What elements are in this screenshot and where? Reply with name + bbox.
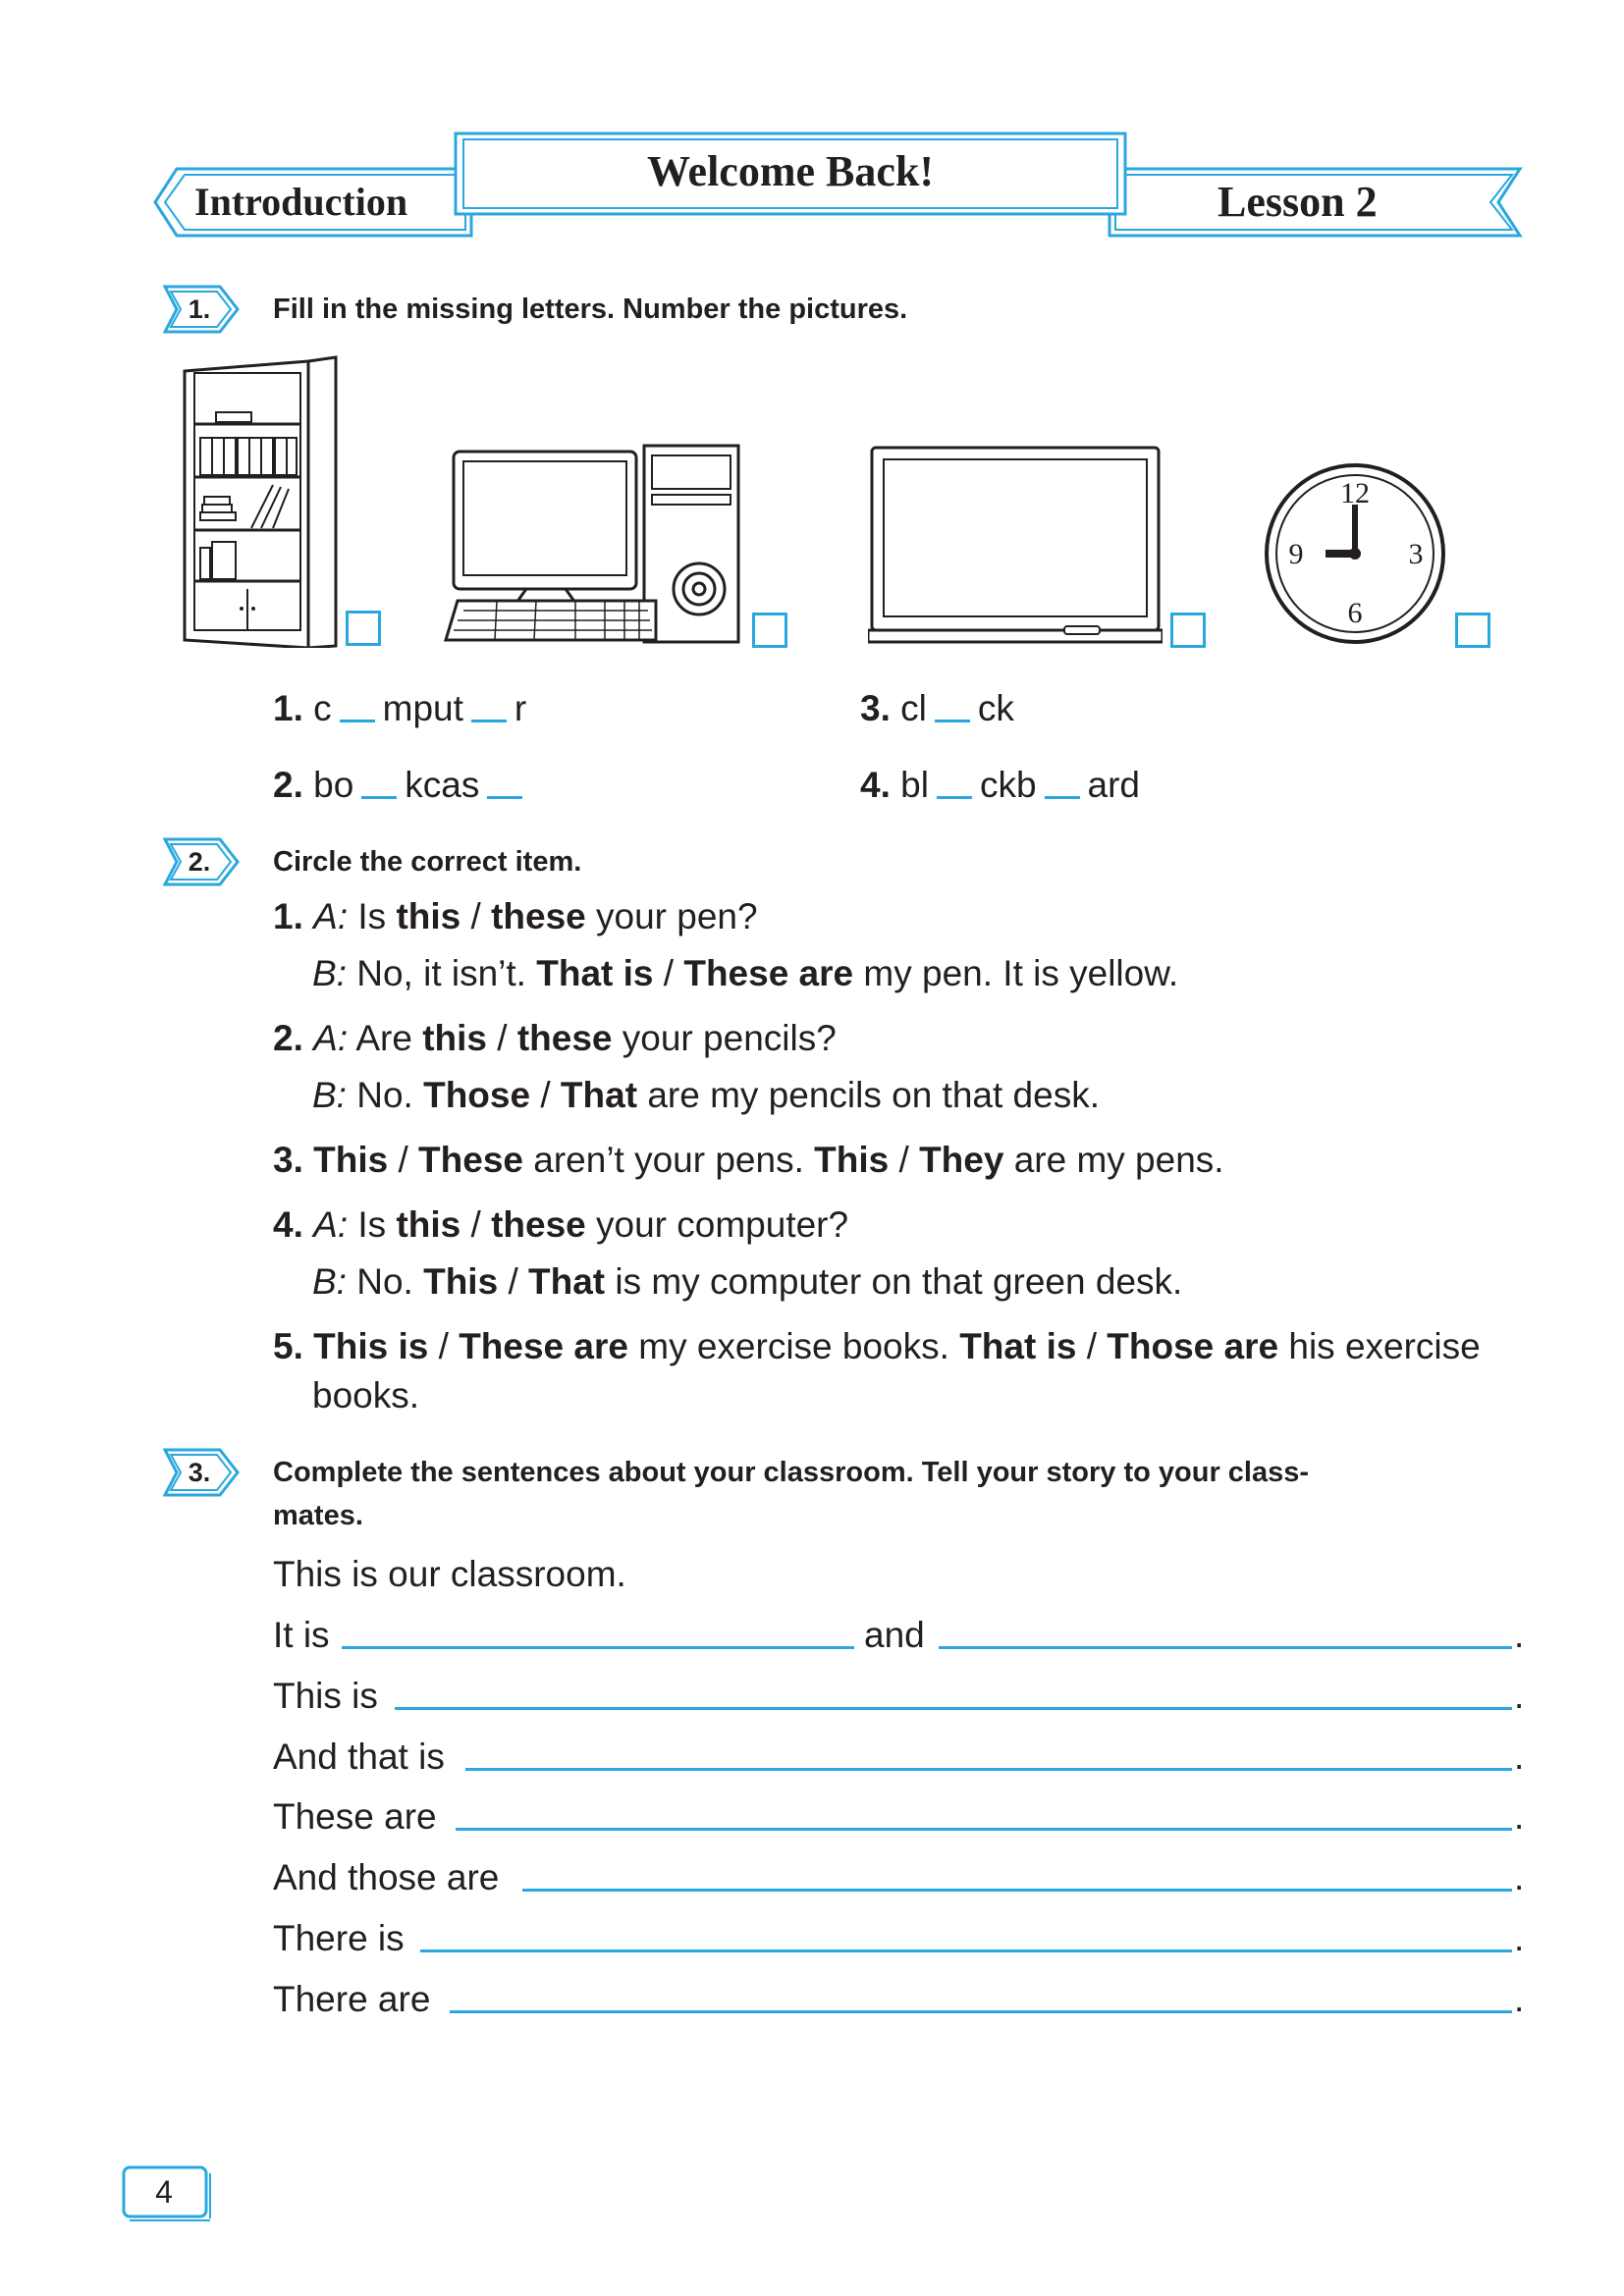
choice-option[interactable]: these bbox=[516, 1018, 613, 1058]
word-part: r bbox=[514, 688, 527, 728]
choice-option[interactable]: They bbox=[919, 1140, 1004, 1180]
prompt-and-those-are: And those are bbox=[273, 1857, 500, 1897]
sentence-2a: 2. A: Are this / these your pencils? bbox=[273, 1018, 837, 1058]
prompt-there-are: There are bbox=[273, 1979, 431, 2019]
choice-option[interactable]: This bbox=[423, 1261, 499, 1302]
choice-option[interactable]: this bbox=[422, 1018, 487, 1058]
page-number-box bbox=[122, 2165, 212, 2220]
sentence-5: 5. This is / These are my exercise books. That is / Those are his exercise bbox=[273, 1326, 1481, 1366]
answer-line[interactable] bbox=[522, 1889, 1512, 1892]
word-item-3 bbox=[860, 687, 1014, 730]
letter-blank[interactable] bbox=[487, 796, 522, 799]
prompt-it-is: It is bbox=[273, 1615, 330, 1655]
word-part: cl bbox=[900, 688, 927, 728]
choice-option[interactable]: Those are bbox=[1107, 1326, 1279, 1366]
word-item-2 bbox=[273, 764, 530, 807]
letter-blank[interactable] bbox=[937, 796, 972, 799]
bookcase-picture bbox=[183, 355, 340, 648]
exercise-2-badge bbox=[163, 837, 234, 886]
prompt-this-is: This is bbox=[273, 1676, 378, 1716]
blackboard-number-box[interactable] bbox=[1170, 613, 1206, 648]
exercise-1-badge bbox=[163, 285, 234, 334]
choice-option[interactable]: That is bbox=[536, 953, 654, 993]
answer-line[interactable] bbox=[342, 1646, 854, 1649]
sentence-3: 3. This / These aren’t your pens. This / They are my pens. bbox=[273, 1140, 1224, 1180]
exercise-3-instruction-line2: mates. bbox=[273, 1500, 363, 1531]
letter-blank[interactable] bbox=[361, 796, 397, 799]
word-part: ck bbox=[977, 688, 1014, 728]
section-label: Introduction bbox=[194, 180, 408, 224]
exercise-3-badge bbox=[163, 1448, 234, 1497]
clock-picture bbox=[1263, 461, 1449, 648]
page-number: 4 bbox=[155, 2174, 173, 2210]
choice-option[interactable]: This bbox=[814, 1140, 890, 1180]
word-item-4 bbox=[860, 764, 1140, 807]
choice-option[interactable]: this bbox=[396, 1204, 461, 1245]
exercise-3-instruction-line1: Complete the sentences about your classroom. Tell your story to your class- bbox=[273, 1457, 1310, 1488]
clock-number-9: 9 bbox=[1288, 538, 1304, 570]
blackboard-picture bbox=[868, 444, 1163, 648]
letter-blank[interactable] bbox=[935, 720, 970, 722]
sentence-period: . bbox=[1514, 1918, 1525, 1958]
lesson-label: Lesson 2 bbox=[1218, 178, 1378, 226]
word-part: c bbox=[313, 688, 332, 728]
letter-blank[interactable] bbox=[471, 720, 507, 722]
choice-option[interactable]: This bbox=[313, 1140, 389, 1180]
classroom-intro: This is our classroom. bbox=[273, 1554, 626, 1594]
sentence-1b: B: No, it isn’t. That is / These are my pen. It is yellow. bbox=[312, 953, 1179, 993]
choice-option[interactable]: Those bbox=[423, 1075, 531, 1115]
prompt-and-that-is: And that is bbox=[273, 1736, 445, 1777]
word-part: ard bbox=[1087, 765, 1141, 805]
answer-line[interactable] bbox=[450, 2010, 1512, 2013]
choice-option[interactable]: That is bbox=[959, 1326, 1077, 1366]
bookcase-number-box[interactable] bbox=[346, 611, 381, 646]
word-part: bl bbox=[900, 765, 929, 805]
item-number: 3. bbox=[860, 688, 891, 728]
word-part: ckb bbox=[979, 765, 1037, 805]
letter-blank[interactable] bbox=[1045, 796, 1080, 799]
page-title: Welcome Back! bbox=[646, 147, 935, 195]
item-number: 2. bbox=[273, 765, 303, 805]
exercise-1-instruction: Fill in the missing letters. Number the pictures. bbox=[273, 294, 908, 325]
sentence-period: . bbox=[1514, 1979, 1525, 2019]
clock-number-12: 12 bbox=[1340, 477, 1370, 509]
word-item-1 bbox=[273, 687, 526, 730]
exercise-number: 2. bbox=[188, 847, 211, 877]
prompt-and: and bbox=[864, 1615, 925, 1655]
sentence-period: . bbox=[1514, 1676, 1525, 1716]
sentence-5-continued: books. bbox=[312, 1375, 420, 1415]
sentence-4b: B: No. This / That is my computer on that green desk. bbox=[312, 1261, 1183, 1302]
lesson-header bbox=[147, 128, 1532, 245]
choice-option[interactable]: These bbox=[418, 1140, 523, 1180]
sentence-period: . bbox=[1514, 1796, 1525, 1837]
sentence-period: . bbox=[1514, 1615, 1525, 1655]
word-part: kcas bbox=[405, 765, 480, 805]
clock-number-box[interactable] bbox=[1455, 613, 1490, 648]
choice-option[interactable]: these bbox=[491, 1204, 586, 1245]
sentence-1a: 1. A: Is this / these your pen? bbox=[273, 896, 758, 936]
item-number: 4. bbox=[860, 765, 891, 805]
choice-option[interactable]: That bbox=[528, 1261, 606, 1302]
choice-option[interactable]: This is bbox=[313, 1326, 429, 1366]
sentence-2b: B: No. Those / That are my pencils on that desk. bbox=[312, 1075, 1100, 1115]
choice-option[interactable]: That bbox=[560, 1075, 638, 1115]
prompt-these-are: These are bbox=[273, 1796, 437, 1837]
computer-picture bbox=[438, 444, 740, 648]
computer-number-box[interactable] bbox=[752, 613, 787, 648]
clock-number-3: 3 bbox=[1408, 538, 1424, 570]
exercise-number: 1. bbox=[188, 294, 211, 324]
word-part: mput bbox=[382, 688, 463, 728]
answer-line[interactable] bbox=[420, 1949, 1512, 1952]
exercise-number: 3. bbox=[188, 1458, 211, 1487]
choice-option[interactable]: these bbox=[491, 896, 586, 936]
sentence-4a: 4. A: Is this / these your computer? bbox=[273, 1204, 849, 1245]
sentence-period: . bbox=[1514, 1857, 1525, 1897]
sentence-period: . bbox=[1514, 1736, 1525, 1777]
answer-line[interactable] bbox=[939, 1646, 1512, 1649]
answer-line[interactable] bbox=[456, 1828, 1512, 1831]
prompt-there-is: There is bbox=[273, 1918, 405, 1958]
answer-line[interactable] bbox=[395, 1707, 1512, 1710]
letter-blank[interactable] bbox=[340, 720, 375, 722]
exercise-2-instruction: Circle the correct item. bbox=[273, 846, 582, 878]
item-number: 1. bbox=[273, 688, 303, 728]
answer-line[interactable] bbox=[465, 1768, 1512, 1771]
choice-option[interactable]: this bbox=[396, 896, 461, 936]
choice-option[interactable]: These are bbox=[683, 953, 854, 993]
clock-number-6: 6 bbox=[1347, 597, 1363, 629]
word-part: bo bbox=[313, 765, 354, 805]
choice-option[interactable]: These are bbox=[459, 1326, 628, 1366]
